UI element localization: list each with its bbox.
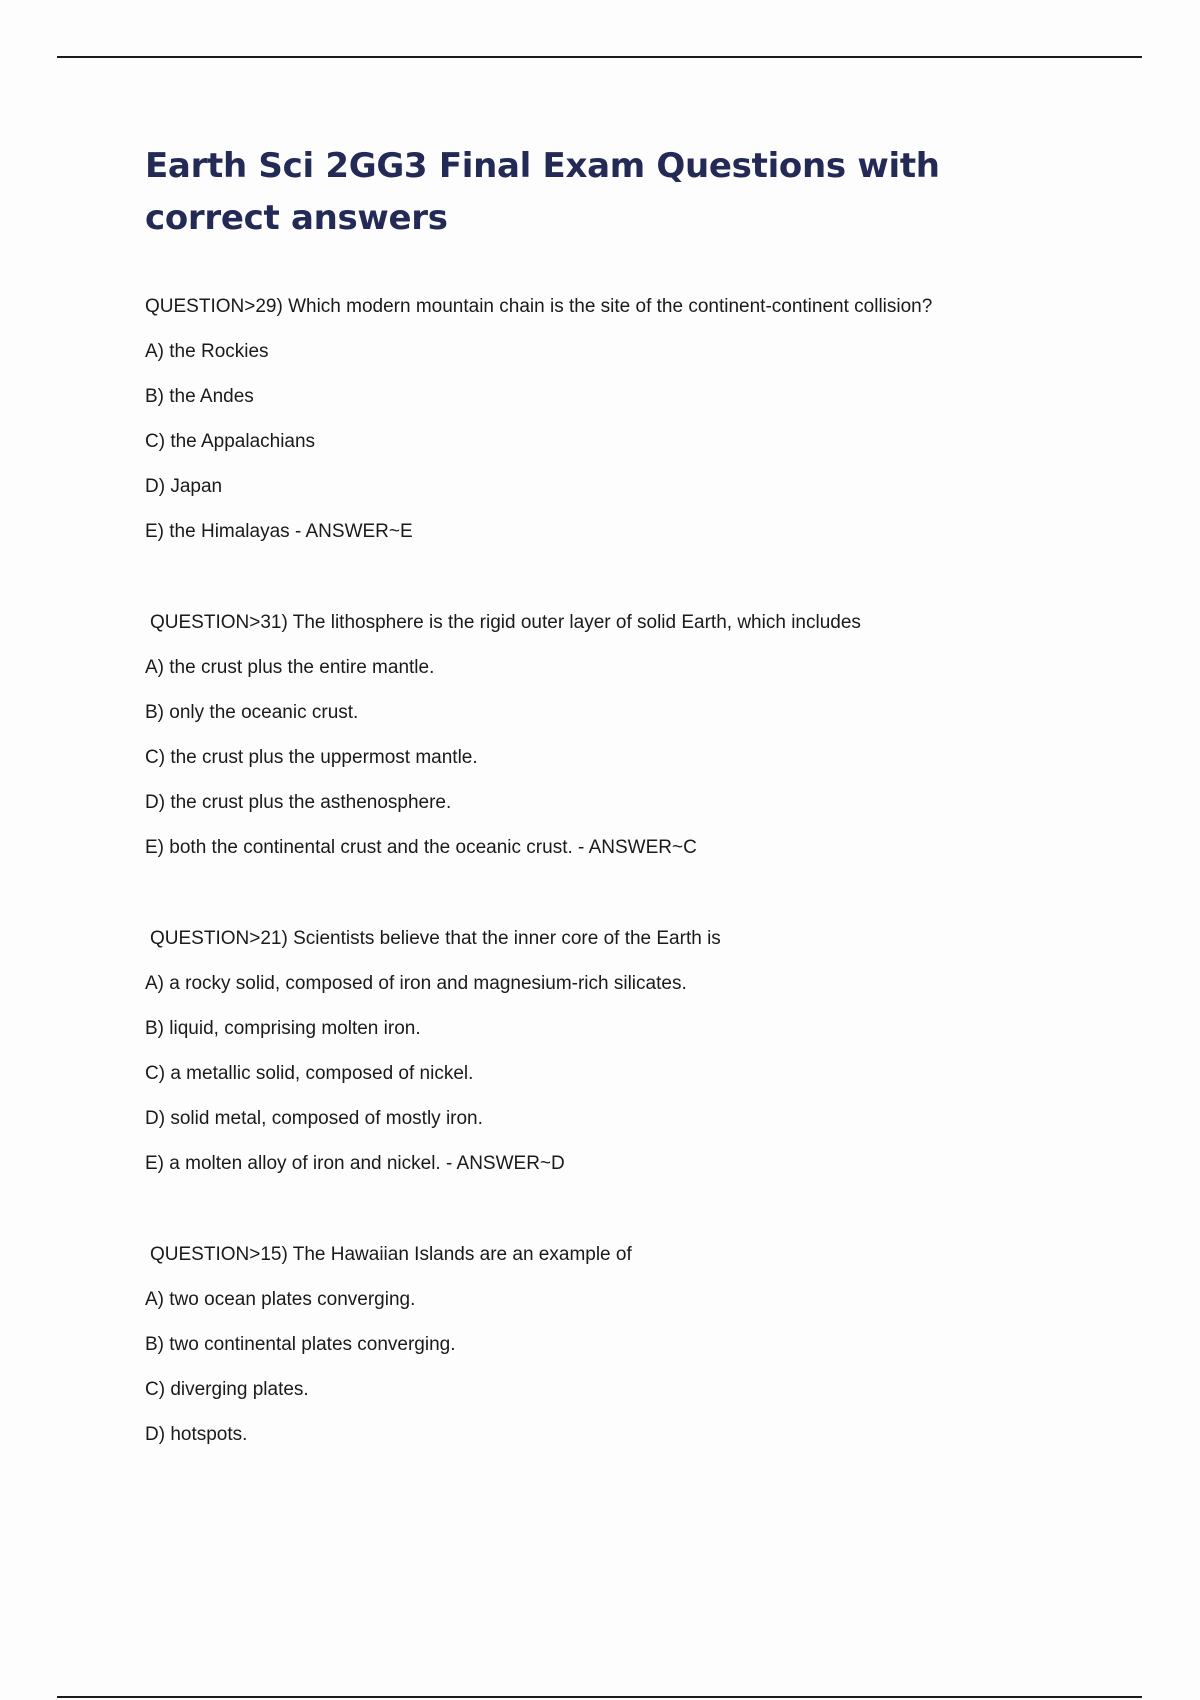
- answer-option: D) hotspots.: [145, 1424, 248, 1445]
- answer-option: D) Japan: [145, 476, 223, 497]
- document-title: Earth Sci 2GG3 Final Exam Questions with correct answers: [145, 146, 940, 238]
- bottom-divider: [57, 1696, 1142, 1698]
- question-15: [145, 1232, 1075, 1457]
- question-29: [145, 284, 1075, 554]
- answer-option: B) liquid, comprising molten iron.: [145, 1018, 421, 1039]
- question-31: [145, 600, 1075, 870]
- answer-option: C) the crust plus the uppermost mantle.: [145, 747, 478, 768]
- answer-option: B) two continental plates converging.: [145, 1334, 456, 1355]
- answer-option: D) the crust plus the asthenosphere.: [145, 792, 452, 813]
- answer-option: C) the Appalachians: [145, 431, 316, 452]
- answer-option: A) the Rockies: [145, 341, 269, 362]
- document-content: [145, 140, 1075, 1457]
- answer-option: C) diverging plates.: [145, 1379, 309, 1400]
- answer-option: D) solid metal, composed of mostly iron.: [145, 1108, 483, 1129]
- answer-option: A) two ocean plates converging.: [145, 1289, 416, 1310]
- question-text: QUESTION>21) Scientists believe that the inner core of the Earth is: [150, 928, 721, 949]
- top-divider: [57, 56, 1142, 58]
- answer-option: E) both the continental crust and the oceanic crust. - ANSWER~C: [145, 837, 697, 858]
- answer-option: E) the Himalayas - ANSWER~E: [145, 521, 413, 542]
- answer-option: C) a metallic solid, composed of nickel.: [145, 1063, 474, 1084]
- answer-option: B) the Andes: [145, 386, 254, 407]
- answer-option: E) a molten alloy of iron and nickel. - ANSWER~D: [145, 1153, 565, 1174]
- question-text: QUESTION>31) The lithosphere is the rigid outer layer of solid Earth, which includes: [150, 612, 861, 633]
- answer-option: A) a rocky solid, composed of iron and magnesium-rich silicates.: [145, 973, 687, 994]
- question-text: QUESTION>29) Which modern mountain chain is the site of the continent-continent collision?: [145, 296, 933, 317]
- question-text: QUESTION>15) The Hawaiian Islands are an example of: [150, 1244, 632, 1265]
- answer-option: B) only the oceanic crust.: [145, 702, 359, 723]
- answer-option: A) the crust plus the entire mantle.: [145, 657, 435, 678]
- question-21: [145, 916, 1075, 1186]
